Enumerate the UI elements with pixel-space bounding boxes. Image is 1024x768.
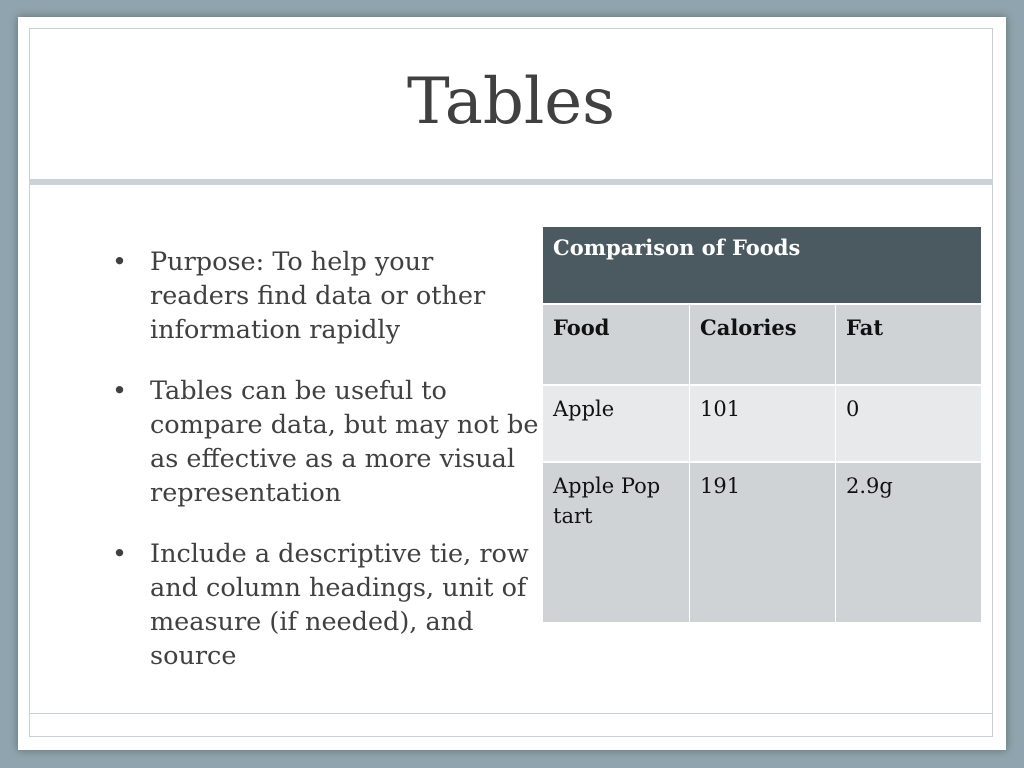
table-cell-calories: 101 — [689, 386, 835, 461]
table-row — [543, 386, 981, 461]
bullet-dot: • — [112, 539, 128, 569]
column-header-calories: Calories — [689, 305, 835, 384]
table-cell-food: Apple Pop tart — [543, 463, 689, 622]
table-header-row — [543, 305, 981, 384]
comparison-table — [543, 227, 981, 622]
title-divider — [29, 179, 993, 185]
table-cell-fat: 2.9g — [835, 463, 981, 622]
bullet-item — [110, 245, 540, 347]
slide — [18, 17, 1006, 750]
bullet-text: Include a descriptive tie, row and column headings, unit of measure (if needed), and source — [150, 539, 529, 671]
table-title: Comparison of Foods — [543, 227, 981, 303]
bullet-dot: • — [112, 247, 128, 277]
table-cell-food: Apple — [543, 386, 689, 461]
bullet-item — [110, 374, 540, 510]
bullet-text: Purpose: To help your readers find data or other information rapidly — [150, 247, 486, 345]
footer-divider — [29, 713, 993, 714]
bullet-dot: • — [112, 376, 128, 406]
bullet-text: Tables can be useful to compare data, but may not be as effective as a more visual representation — [150, 376, 539, 508]
bullet-item — [110, 537, 540, 673]
column-header-fat: Fat — [835, 305, 981, 384]
table-cell-fat: 0 — [835, 386, 981, 461]
slide-title: Tables — [406, 65, 616, 139]
table-cell-calories: 191 — [689, 463, 835, 622]
table-row — [543, 463, 981, 622]
bullet-list — [110, 245, 540, 700]
column-header-food: Food — [543, 305, 689, 384]
